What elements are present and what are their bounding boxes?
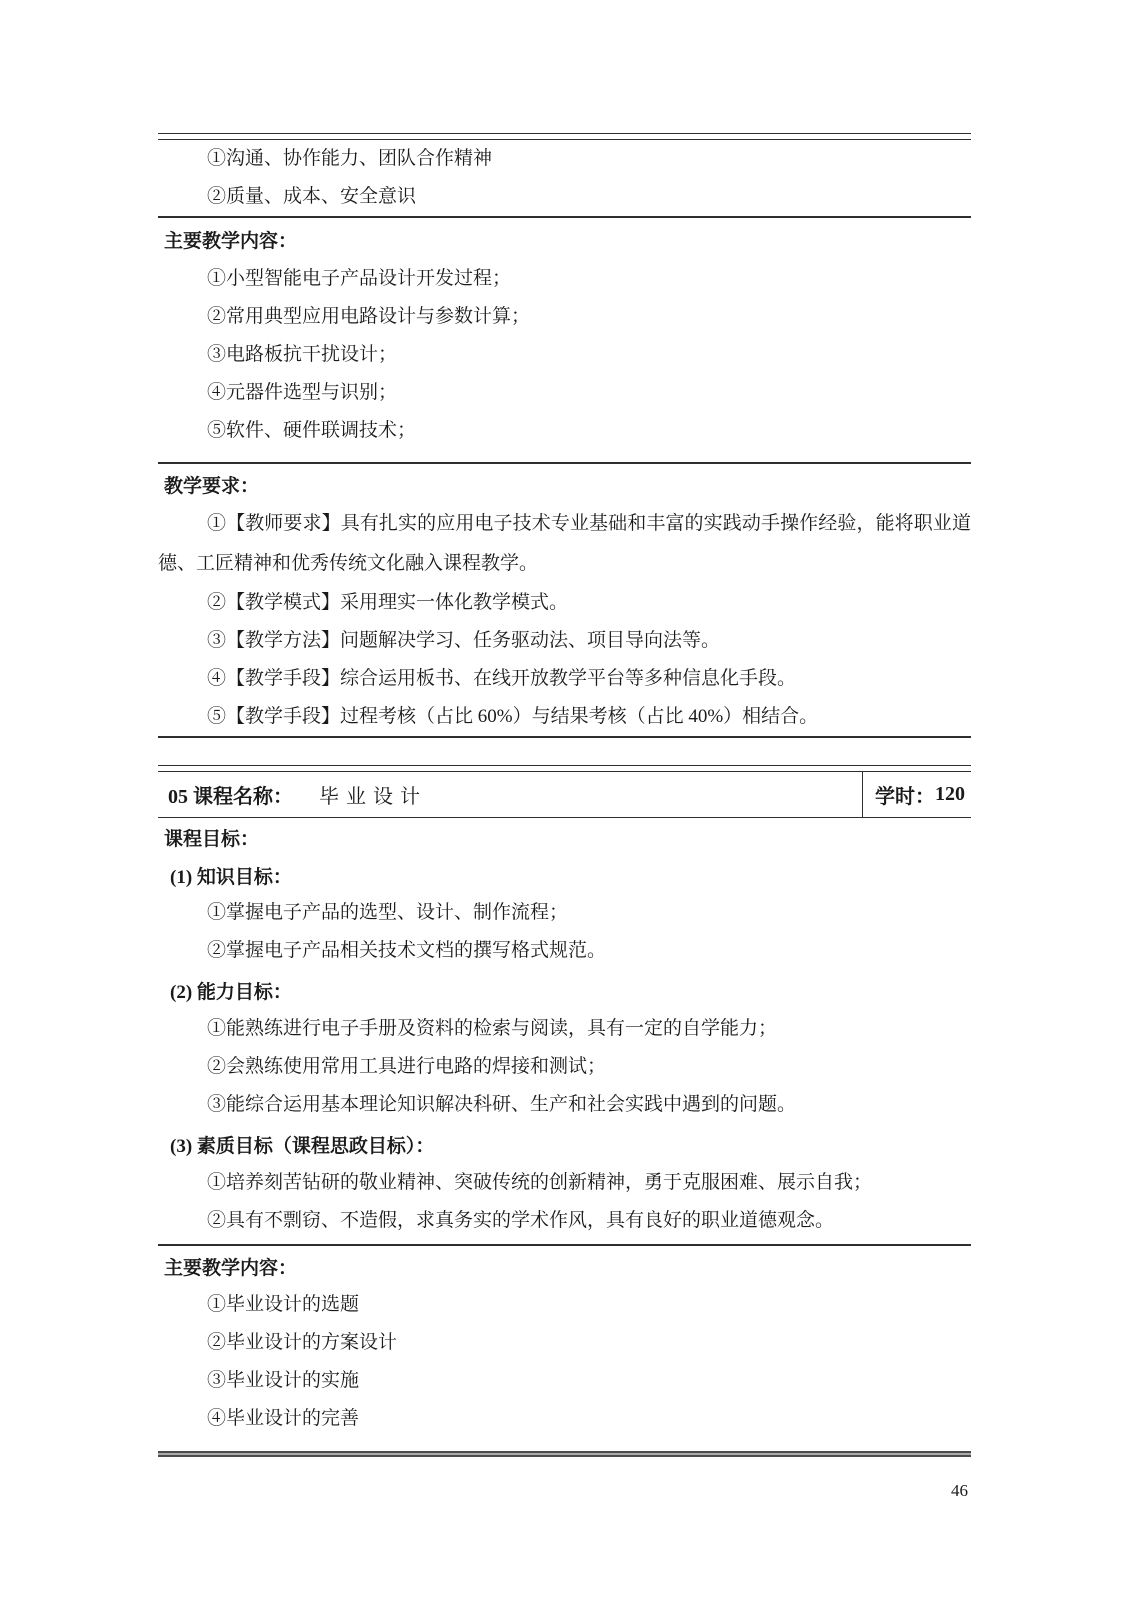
list-item: ①毕业设计的选题 [207,1294,360,1315]
table-top-double-border [158,765,971,772]
list-item: ②【教学模式】采用理实一体化教学模式。 [207,592,569,613]
list-item: ②毕业设计的方案设计 [207,1332,398,1353]
spacer [158,1438,971,1451]
list-item: ③电路板抗干扰设计； [207,344,398,365]
course-name-cell [158,772,862,817]
section-heading-teaching-content: 主要教学内容： [164,230,298,252]
section-heading-teaching-content: 主要教学内容： [164,1257,298,1279]
table-top-double-border [158,133,971,140]
section-heading-teaching-requirements: 教学要求： [164,475,260,497]
list-item: ④【教学手段】综合运用板书、在线开放教学平台等多种信息化手段。 [207,668,797,689]
table-gap [158,738,971,765]
list-item: ①小型智能电子产品设计开发过程； [207,268,512,289]
list-item: ④毕业设计的完善 [207,1408,360,1429]
course-number-label: 05 课程名称： [168,786,293,808]
objective-group-title-quality: (3) 素质目标（课程思政目标）： [170,1135,435,1157]
hours-value: 120 [935,783,965,805]
paragraph-teacher-requirement: ①【教师要求】具有扎实的应用电子技术专业基础和丰富的实践动手操作经验，能将职业道德、工匠精神和优秀传统文化融入课程教学。 [158,513,971,574]
hours-label: 学时： [875,786,935,808]
page-number: 46 [951,1481,968,1500]
table-bottom-thick-border [158,1451,971,1457]
list-item: ①培养刻苦钻研的敬业精神、突破传统的创新精神，勇于克服困难、展示自我； [207,1172,873,1193]
list-item: ②会熟练使用常用工具进行电路的焊接和测试； [207,1056,607,1077]
list-item: ④元器件选型与识别； [207,382,398,403]
list-item: ①能熟练进行电子手册及资料的检索与阅读，具有一定的自学能力； [207,1018,778,1039]
list-item: ③毕业设计的实施 [207,1370,360,1391]
list-item: ②掌握电子产品相关技术文档的撰写格式规范。 [207,940,607,961]
document-content [158,133,971,1457]
list-item: ①掌握电子产品的选型、设计、制作流程； [207,902,569,923]
course-hours-cell [862,772,971,817]
objective-group-title-knowledge: (1) 知识目标： [170,866,292,888]
list-item: ②常用典型应用电路设计与参数计算； [207,306,531,327]
course-name-value: 毕业设计 [319,786,427,808]
course-header-row [158,772,971,818]
section-heading-course-objectives: 课程目标： [164,828,260,850]
list-item: ⑤【教学手段】过程考核（占比 60%）与结果考核（占比 40%）相结合。 [207,706,819,727]
list-item: ⑤软件、硬件联调技术； [207,420,417,441]
objective-group-title-ability: (2) 能力目标： [170,981,292,1003]
list-item: ③【教学方法】问题解决学习、任务驱动法、项目导向法等。 [207,630,721,651]
list-item: ①沟通、协作能力、团队合作精神 [207,148,493,169]
spacer [158,450,971,462]
list-item: ③能综合运用基本理论知识解决科研、生产和社会实践中遇到的问题。 [207,1094,797,1115]
list-item: ②具有不剽窃、不造假，求真务实的学术作风，具有良好的职业道德观念。 [207,1210,835,1231]
list-item: ②质量、成本、安全意识 [207,186,417,207]
